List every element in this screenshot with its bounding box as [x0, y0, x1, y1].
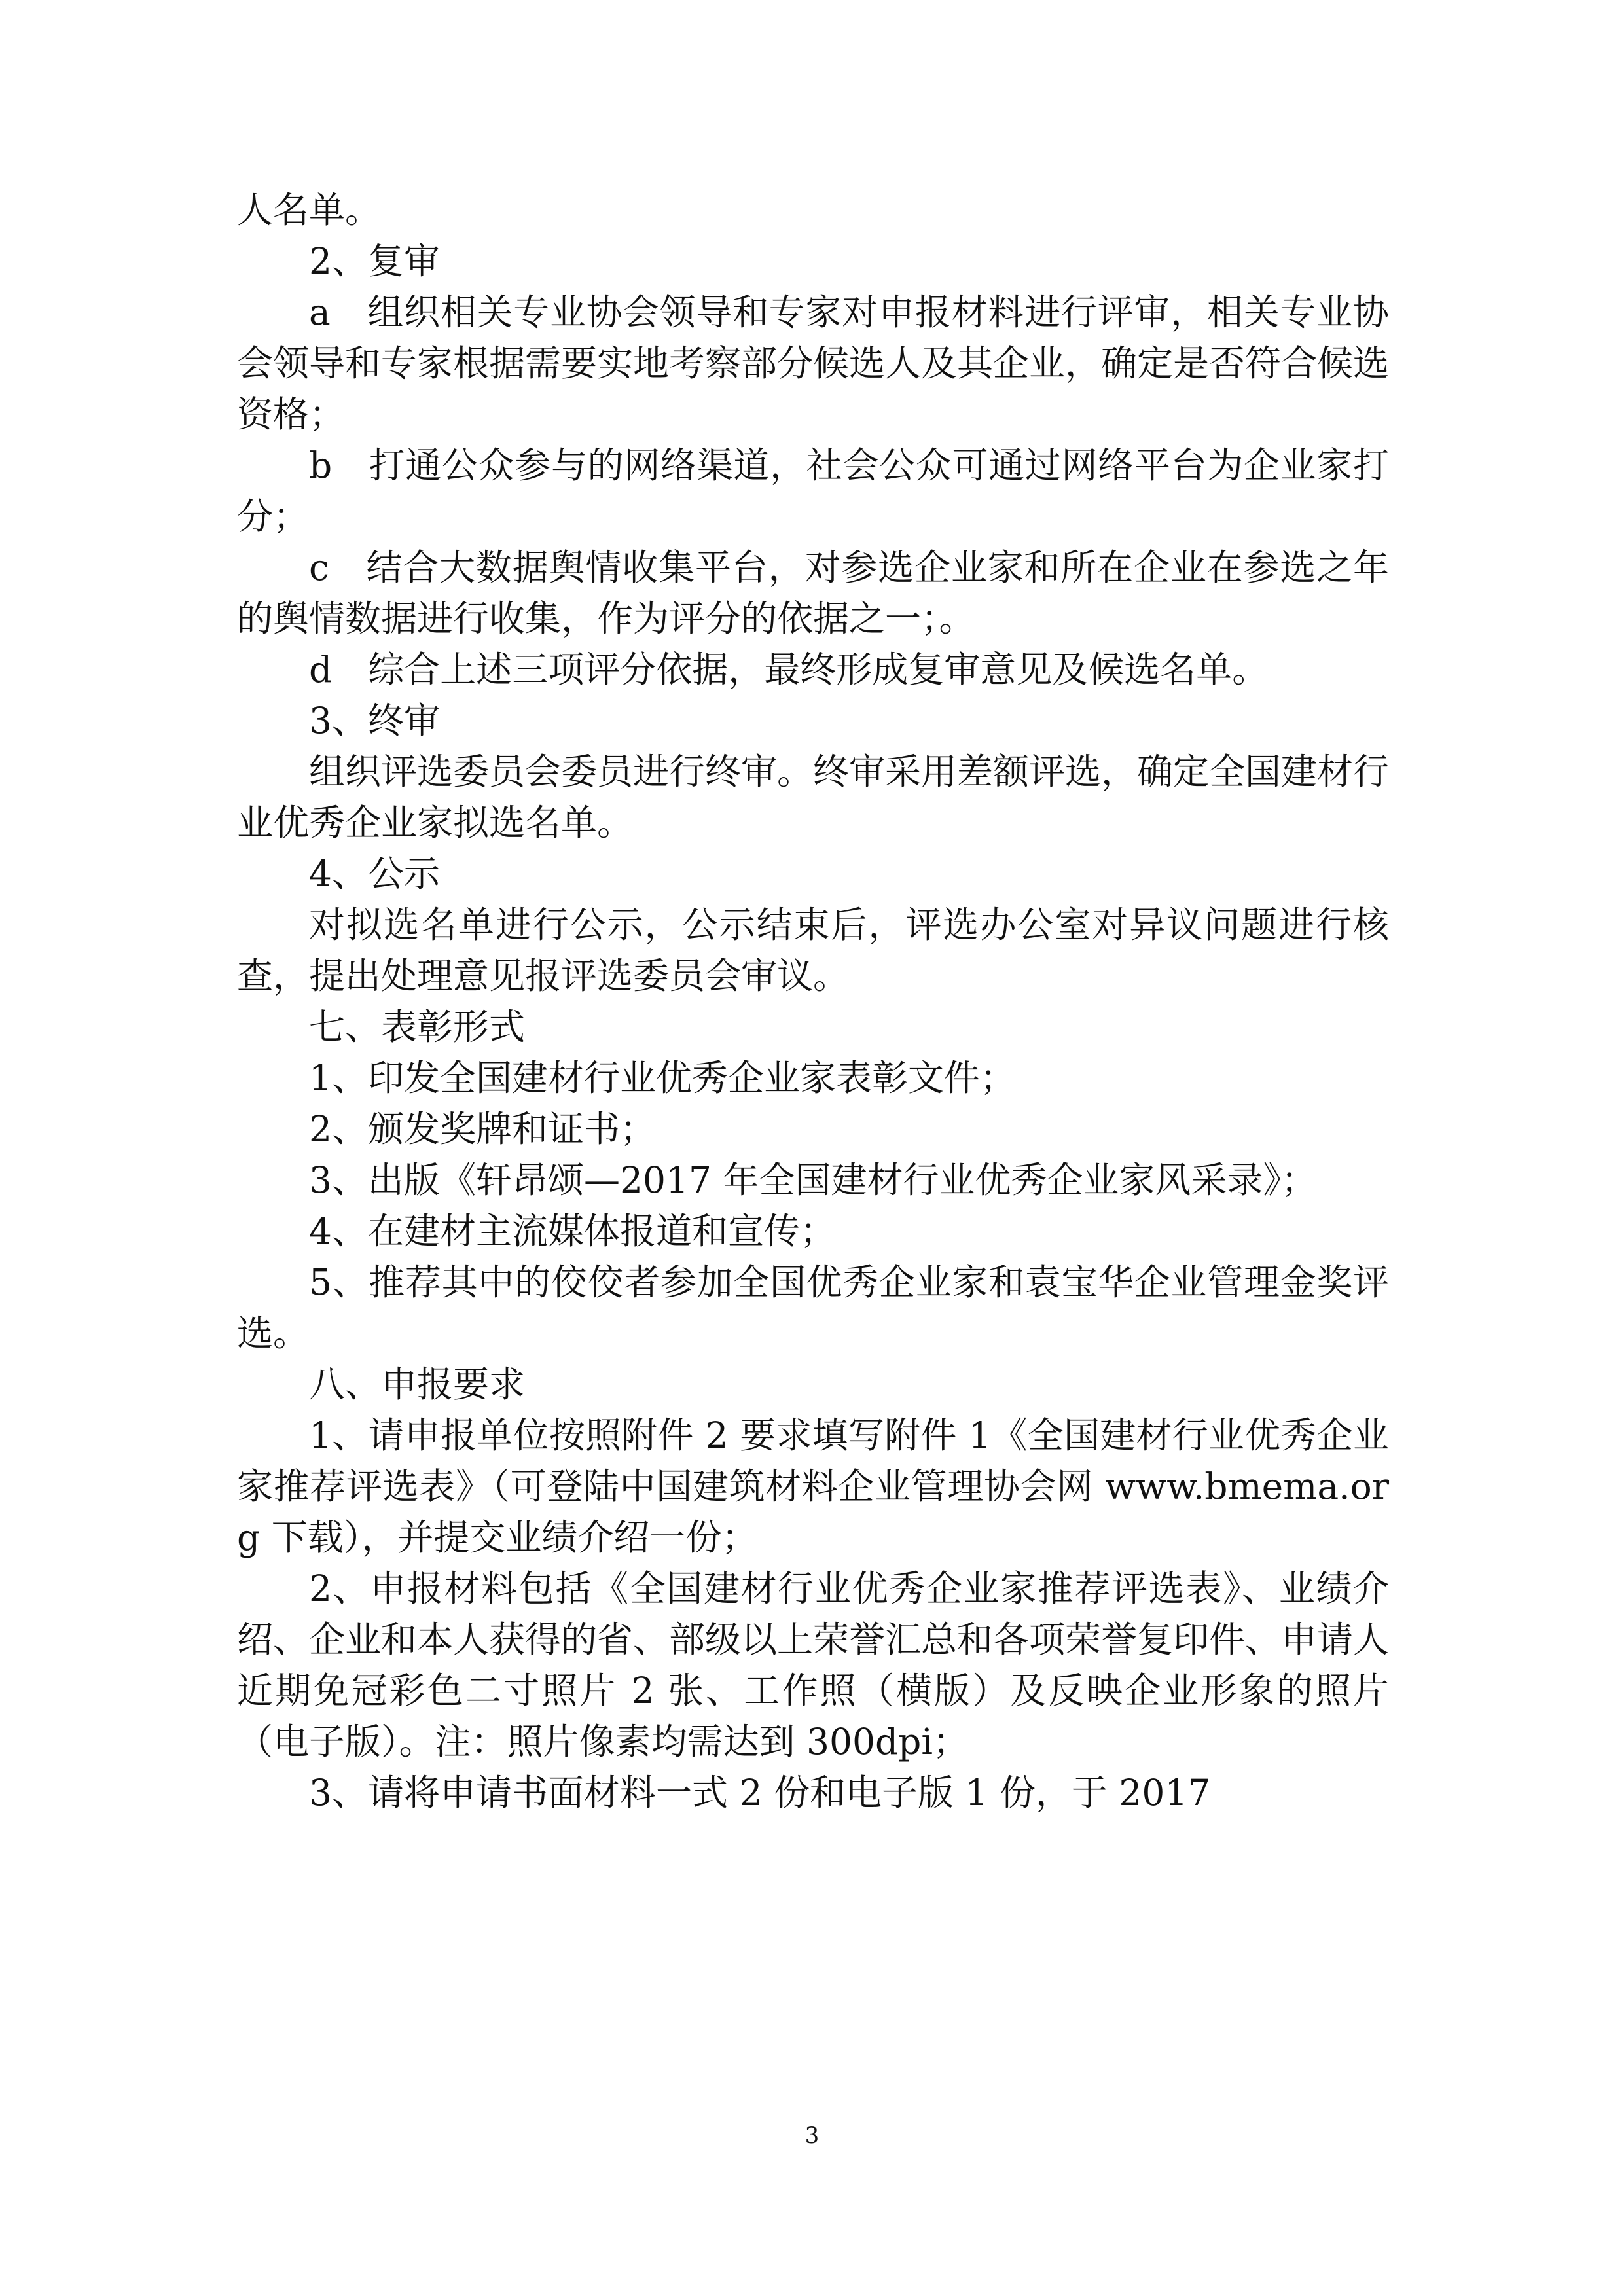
paragraph: 人名单。	[237, 189, 382, 231]
section-heading-publicity: 4、公示	[309, 853, 440, 895]
list-item: 2、申报材料包括《全国建材行业优秀企业家推荐评选表》、业绩介绍、企业和本人获得的省、部级以上荣誉汇总和各项荣誉复印件、申请人近期免冠彩色二寸照片 2 张、工作照（横版）及反映企业形象的照片（电子版）。注：照片像素均需达到 300dpi；	[237, 1568, 1390, 1763]
page-number: 3	[804, 2123, 820, 2149]
document-body	[237, 185, 1389, 1818]
list-item: 3、出版《轩昂颂—2017 年全国建材行业优秀企业家风采录》；	[309, 1159, 1317, 1201]
list-item: 1、请申报单位按照附件 2 要求填写附件 1《全国建材行业优秀企业家推荐评选表》（可登陆中国建筑材料企业管理协会网 www.bmema.org 下载），并提交业绩介绍一份；	[237, 1414, 1389, 1558]
list-item: 5、推荐其中的佼佼者参加全国优秀企业家和袁宝华企业管理金奖评选。	[237, 1261, 1389, 1354]
paragraph: d 综合上述三项评分依据，最终形成复审意见及候选名单。	[309, 649, 1269, 691]
paragraph: b 打通公众参与的网络渠道，社会公众可通过网络平台为企业家打分；	[237, 444, 1389, 537]
paragraph: 对拟选名单进行公示，公示结束后，评选办公室对异议问题进行核查，提出处理意见报评选委员会审议。	[237, 904, 1389, 997]
list-item: 4、在建材主流媒体报道和宣传；	[309, 1210, 836, 1252]
paragraph: a 组织相关专业协会领导和专家对申报材料进行评审，相关专业协会领导和专家根据需要实地考察部分候选人及其企业，确定是否符合候选资格；	[237, 291, 1390, 435]
paragraph: 组织评选委员会委员进行终审。终审采用差额评选，确定全国建材行业优秀企业家拟选名单。	[237, 751, 1390, 844]
section-heading-final-review: 3、终审	[309, 700, 440, 742]
section-heading-review: 2、复审	[309, 240, 440, 282]
paragraph: c 结合大数据舆情收集平台，对参选企业家和所在企业在参选之年的舆情数据进行收集，作为评分的依据之一；。	[237, 547, 1389, 639]
list-item: 3、请将申请书面材料一式 2 份和电子版 1 份，于 2017	[309, 1772, 1211, 1814]
list-item: 1、印发全国建材行业优秀企业家表彰文件；	[309, 1057, 1016, 1099]
section-heading-commendation: 七、表彰形式	[309, 1006, 526, 1048]
section-heading-requirements: 八、申报要求	[309, 1363, 526, 1405]
list-item: 2、颁发奖牌和证书；	[309, 1108, 656, 1150]
